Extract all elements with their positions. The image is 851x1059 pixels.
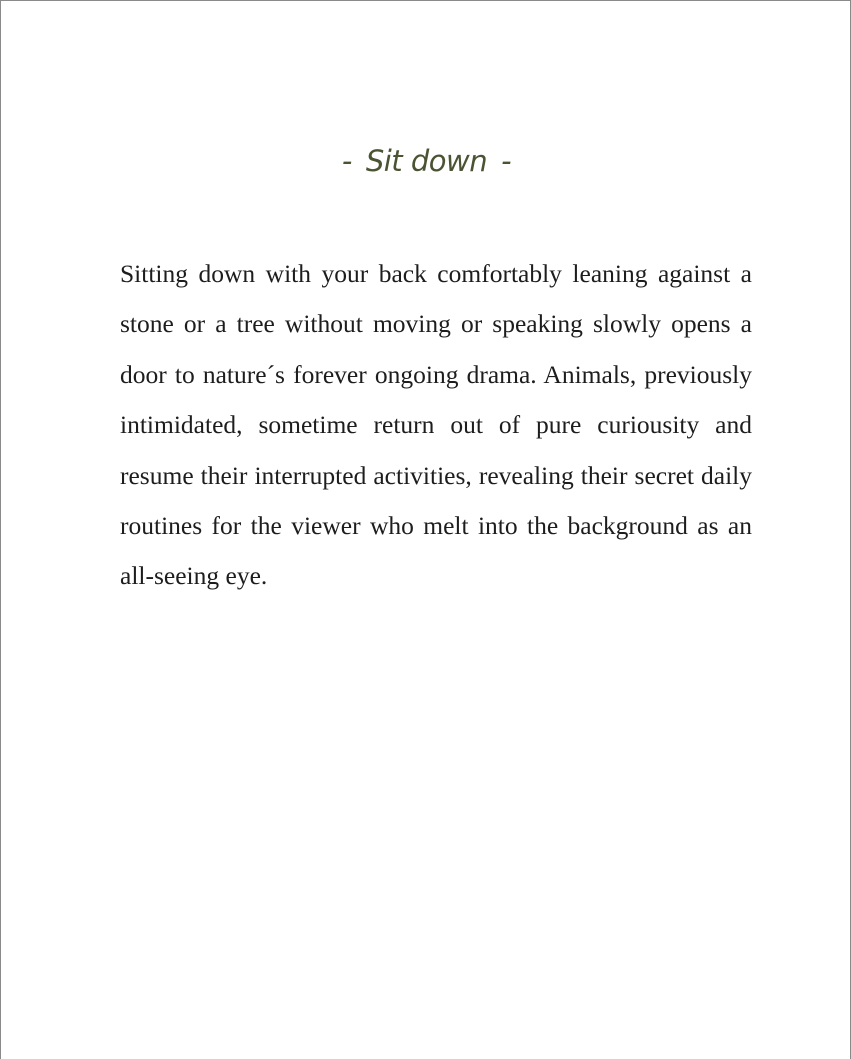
heading-dash-left: -: [341, 144, 352, 178]
page-heading: [1, 139, 851, 183]
page-title: Sit down: [365, 144, 488, 178]
body-paragraph: Sitting down with your back comfortably leaning against a stone or a tree without moving or speaking slowly opens a door to nature´s forever ongoing drama. Animals, previously intimidated, sometime return out of pure curiousity and resume their interrupted activities, revealing their secret daily routines for the viewer who melt into the background as an all-seeing eye.: [120, 259, 752, 591]
heading-dash-right: -: [501, 144, 512, 178]
